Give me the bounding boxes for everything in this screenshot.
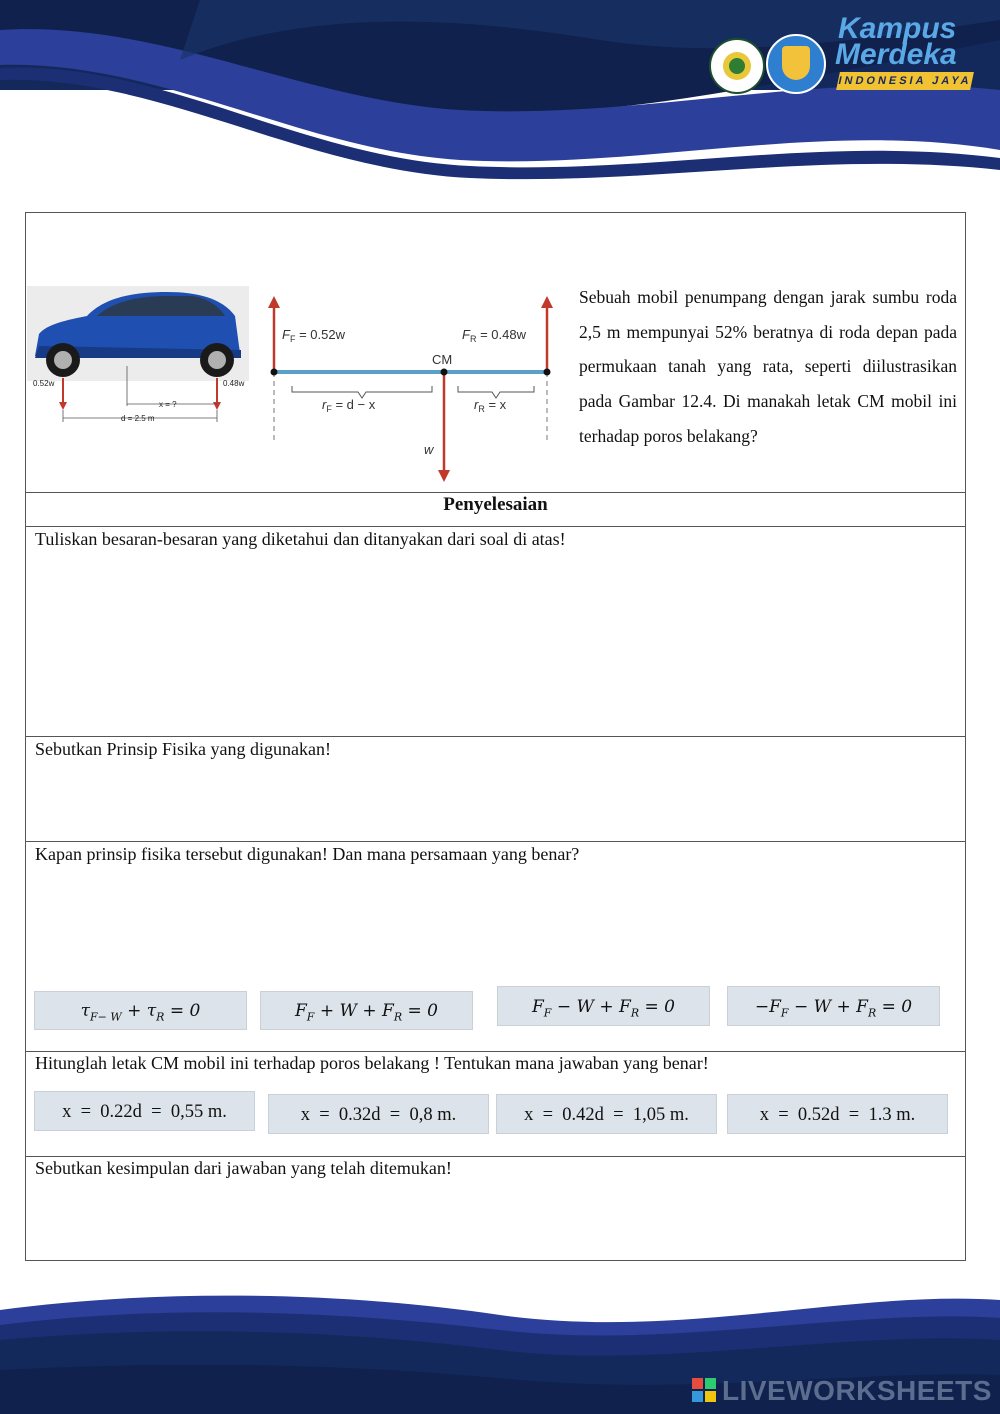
known-prompt: Tuliskan besaran-besaran yang diketahui dan ditanyakan dari soal di atas! <box>35 529 566 549</box>
principle-prompt: Sebutkan Prinsip Fisika yang digunakan! <box>35 739 331 759</box>
ministry-logo <box>766 34 826 94</box>
row-divider <box>25 841 966 842</box>
rf-label: $r_F = d - x$ <box>322 397 376 414</box>
question-text: Sebuah mobil penumpang dengan jarak sumbu roda 2,5 m mempunyai 52% beratnya di roda depan pada permukaan tanah yang rata, seperti diilustrasikan pada Gambar 12.4. Di manakah letak CM mobil ini terhadap poros belakang? <box>579 287 957 446</box>
ff-label: $F_F = 0.52w$ <box>282 327 345 344</box>
compute-prompt: Hitunglah letak CM mobil ini terhadap poros belakang ! Tentukan mana jawaban yang benar! <box>35 1053 709 1073</box>
d-dimension-label: d = 2.5 m <box>121 414 155 423</box>
brand-name-line1: Kampus <box>838 12 957 45</box>
equation-option-1[interactable]: $\tau_{F- W} + \tau_R = 0$ <box>34 991 247 1030</box>
fr-label: $F_R = 0.48w$ <box>462 327 526 344</box>
answer-option-2[interactable]: x = 0.32d = 0,8 m. <box>268 1094 489 1134</box>
car-illustration <box>27 286 249 426</box>
equation-option-2[interactable]: $F_F + W + F_R = 0$ <box>260 991 473 1030</box>
rear-load-label: 0.48w <box>223 379 245 388</box>
row-divider <box>25 1051 966 1052</box>
answer-option-1[interactable]: x = 0.22d = 0,55 m. <box>34 1091 255 1131</box>
w-label: w <box>424 442 434 457</box>
brand-tagline: INDONESIA JAYA <box>836 72 974 90</box>
row-divider <box>25 1156 966 1157</box>
brand-name-line2: Merdeka <box>835 38 957 71</box>
when-prompt: Kapan prinsip fisika tersebut digunakan! Dan mana persamaan yang benar? <box>35 844 580 864</box>
conclusion-prompt: Sebutkan kesimpulan dari jawaban yang telah ditemukan! <box>35 1158 452 1178</box>
liveworksheets-brand: LIVEWORKSHEETS <box>722 1375 992 1406</box>
answer-option-3[interactable]: x = 0.42d = 1,05 m. <box>496 1094 717 1134</box>
university-seal-logo <box>709 38 765 94</box>
row-divider <box>25 736 966 737</box>
row-divider <box>25 526 966 527</box>
liveworksheets-icon <box>692 1378 716 1402</box>
equation-option-3[interactable]: $F_F - W + F_R = 0$ <box>497 986 710 1026</box>
rr-label: $r_R = x$ <box>474 397 507 414</box>
free-body-diagram <box>262 294 562 486</box>
cm-label: CM <box>432 352 453 367</box>
front-load-label: 0.52w <box>33 379 55 388</box>
equation-option-4[interactable]: $-F_F - W + F_R = 0$ <box>727 986 940 1026</box>
x-dimension-label: x = ? <box>159 400 177 409</box>
solution-title: Penyelesaian <box>443 494 548 515</box>
answer-option-4[interactable]: x = 0.52d = 1.3 m. <box>727 1094 948 1134</box>
